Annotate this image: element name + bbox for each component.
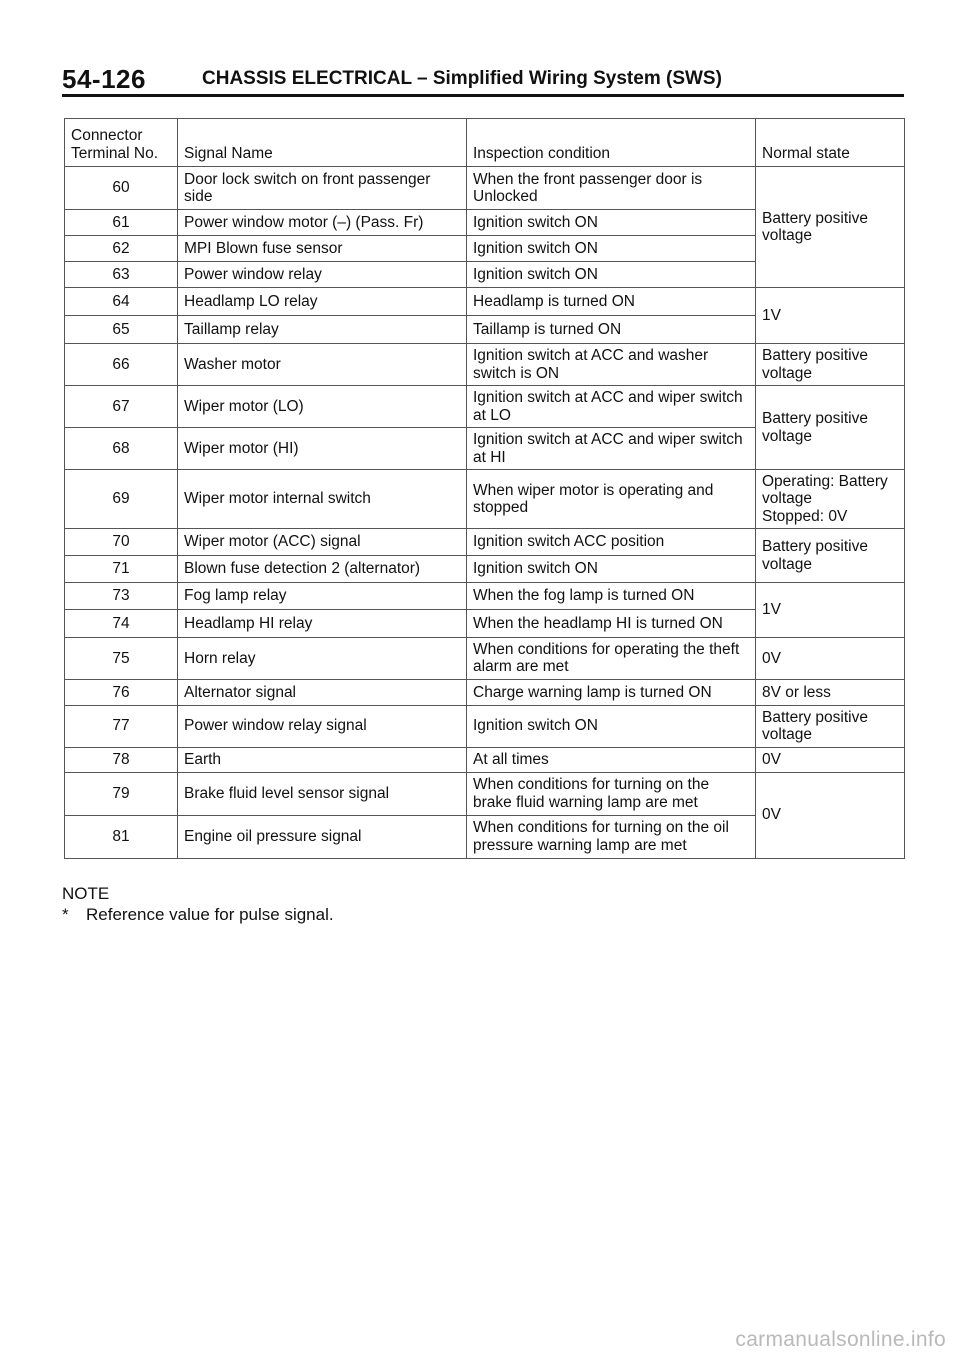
terminal-cell: 74 bbox=[65, 610, 178, 638]
signal-name-cell: Headlamp LO relay bbox=[178, 288, 467, 316]
terminal-cell: 61 bbox=[65, 210, 178, 236]
note-text: Reference value for pulse signal. bbox=[86, 905, 334, 925]
normal-state-cell: 0V bbox=[756, 638, 905, 680]
signal-name-cell: Power window relay signal bbox=[178, 705, 467, 747]
page-title: CHASSIS ELECTRICAL – Simplified Wiring System (SWS) bbox=[202, 68, 722, 89]
signal-name-cell: Wiper motor (ACC) signal bbox=[178, 529, 467, 556]
terminal-cell: 66 bbox=[65, 344, 178, 386]
normal-state-cell: Operating: Battery voltage Stopped: 0V bbox=[756, 470, 905, 529]
terminal-cell: 63 bbox=[65, 262, 178, 288]
normal-state-cell: Battery positive voltage bbox=[756, 167, 905, 288]
terminal-cell: 73 bbox=[65, 583, 178, 610]
inspection-condition-cell: When the fog lamp is turned ON bbox=[467, 583, 756, 610]
signal-name-cell: Wiper motor (HI) bbox=[178, 428, 467, 470]
inspection-condition-cell: Ignition switch ON bbox=[467, 262, 756, 288]
inspection-condition-cell: Charge warning lamp is turned ON bbox=[467, 679, 756, 705]
table-row bbox=[65, 679, 905, 705]
table-row bbox=[65, 705, 905, 747]
normal-state-cell: 1V bbox=[756, 583, 905, 638]
inspection-condition-cell: Ignition switch ON bbox=[467, 236, 756, 262]
signal-name-cell: Door lock switch on front passenger side bbox=[178, 167, 467, 210]
signal-name-cell: Wiper motor internal switch bbox=[178, 470, 467, 529]
normal-state-cell: Battery positive voltage bbox=[756, 344, 905, 386]
note-section bbox=[62, 883, 334, 926]
inspection-condition-cell: When the headlamp HI is turned ON bbox=[467, 610, 756, 638]
terminal-cell: 60 bbox=[65, 167, 178, 210]
signal-name-cell: Power window relay bbox=[178, 262, 467, 288]
table-row bbox=[65, 470, 905, 529]
terminal-cell: 77 bbox=[65, 705, 178, 747]
col-header-terminal: Connector Terminal No. bbox=[65, 119, 178, 167]
signal-name-cell: Alternator signal bbox=[178, 679, 467, 705]
normal-state-cell: 1V bbox=[756, 288, 905, 344]
terminal-cell: 64 bbox=[65, 288, 178, 316]
inspection-condition-cell: When conditions for operating the theft alarm are met bbox=[467, 638, 756, 680]
terminal-cell: 70 bbox=[65, 529, 178, 556]
signal-name-cell: Fog lamp relay bbox=[178, 583, 467, 610]
col-header-inspection-condition: Inspection condition bbox=[467, 119, 756, 167]
inspection-condition-cell: Ignition switch ON bbox=[467, 705, 756, 747]
inspection-condition-cell: When the front passenger door is Unlocked bbox=[467, 167, 756, 210]
table-row bbox=[65, 747, 905, 772]
note-heading: NOTE bbox=[62, 884, 110, 903]
signal-name-cell: Headlamp HI relay bbox=[178, 610, 467, 638]
inspection-condition-cell: Ignition switch ACC position bbox=[467, 529, 756, 556]
table-row bbox=[65, 288, 905, 316]
table-row bbox=[65, 167, 905, 210]
inspection-condition-cell: Ignition switch ON bbox=[467, 210, 756, 236]
signal-name-cell: Wiper motor (LO) bbox=[178, 386, 467, 428]
inspection-condition-cell: Headlamp is turned ON bbox=[467, 288, 756, 316]
terminal-cell: 81 bbox=[65, 815, 178, 858]
note-marker: * bbox=[62, 905, 69, 925]
signal-name-cell: Horn relay bbox=[178, 638, 467, 680]
table-row bbox=[65, 529, 905, 556]
normal-state-cell: Battery positive voltage bbox=[756, 529, 905, 583]
table-row bbox=[65, 638, 905, 680]
table-body bbox=[65, 119, 905, 859]
signal-name-cell: Brake fluid level sensor signal bbox=[178, 772, 467, 815]
normal-state-cell: 0V bbox=[756, 772, 905, 858]
table-row bbox=[65, 583, 905, 610]
inspection-condition-cell: Ignition switch at ACC and wiper switch at HI bbox=[467, 428, 756, 470]
inspection-condition-cell: Ignition switch at ACC and wiper switch at LO bbox=[467, 386, 756, 428]
signal-name-cell: Engine oil pressure signal bbox=[178, 815, 467, 858]
terminal-cell: 76 bbox=[65, 679, 178, 705]
table-row bbox=[65, 772, 905, 815]
inspection-condition-cell: Ignition switch at ACC and washer switch is ON bbox=[467, 344, 756, 386]
table-header-row bbox=[65, 119, 905, 167]
terminal-cell: 78 bbox=[65, 747, 178, 772]
col-header-signal-name: Signal Name bbox=[178, 119, 467, 167]
signal-name-cell: MPI Blown fuse sensor bbox=[178, 236, 467, 262]
normal-state-cell: Battery positive voltage bbox=[756, 705, 905, 747]
page-header bbox=[62, 64, 904, 97]
note-line bbox=[62, 904, 334, 925]
terminal-cell: 67 bbox=[65, 386, 178, 428]
inspection-condition-cell: When wiper motor is operating and stopped bbox=[467, 470, 756, 529]
terminal-cell: 79 bbox=[65, 772, 178, 815]
signal-name-cell: Power window motor (–) (Pass. Fr) bbox=[178, 210, 467, 236]
normal-state-cell: 8V or less bbox=[756, 679, 905, 705]
terminal-cell: 71 bbox=[65, 556, 178, 583]
col-header-normal-state: Normal state bbox=[756, 119, 905, 167]
table-row bbox=[65, 344, 905, 386]
terminal-spec-table bbox=[64, 118, 905, 859]
signal-name-cell: Earth bbox=[178, 747, 467, 772]
signal-name-cell: Blown fuse detection 2 (alternator) bbox=[178, 556, 467, 583]
inspection-condition-cell: Ignition switch ON bbox=[467, 556, 756, 583]
normal-state-cell: Battery positive voltage bbox=[756, 386, 905, 470]
terminal-cell: 68 bbox=[65, 428, 178, 470]
inspection-condition-cell: At all times bbox=[467, 747, 756, 772]
table-row bbox=[65, 386, 905, 428]
watermark: carmanualsonline.info bbox=[735, 1328, 946, 1351]
normal-state-cell: 0V bbox=[756, 747, 905, 772]
terminal-cell: 65 bbox=[65, 316, 178, 344]
inspection-condition-cell: When conditions for turning on the oil pressure warning lamp are met bbox=[467, 815, 756, 858]
inspection-condition-cell: Taillamp is turned ON bbox=[467, 316, 756, 344]
page-number: 54-126 bbox=[62, 64, 146, 94]
terminal-cell: 69 bbox=[65, 470, 178, 529]
signal-name-cell: Taillamp relay bbox=[178, 316, 467, 344]
terminal-cell: 62 bbox=[65, 236, 178, 262]
terminal-cell: 75 bbox=[65, 638, 178, 680]
inspection-condition-cell: When conditions for turning on the brake fluid warning lamp are met bbox=[467, 772, 756, 815]
signal-name-cell: Washer motor bbox=[178, 344, 467, 386]
